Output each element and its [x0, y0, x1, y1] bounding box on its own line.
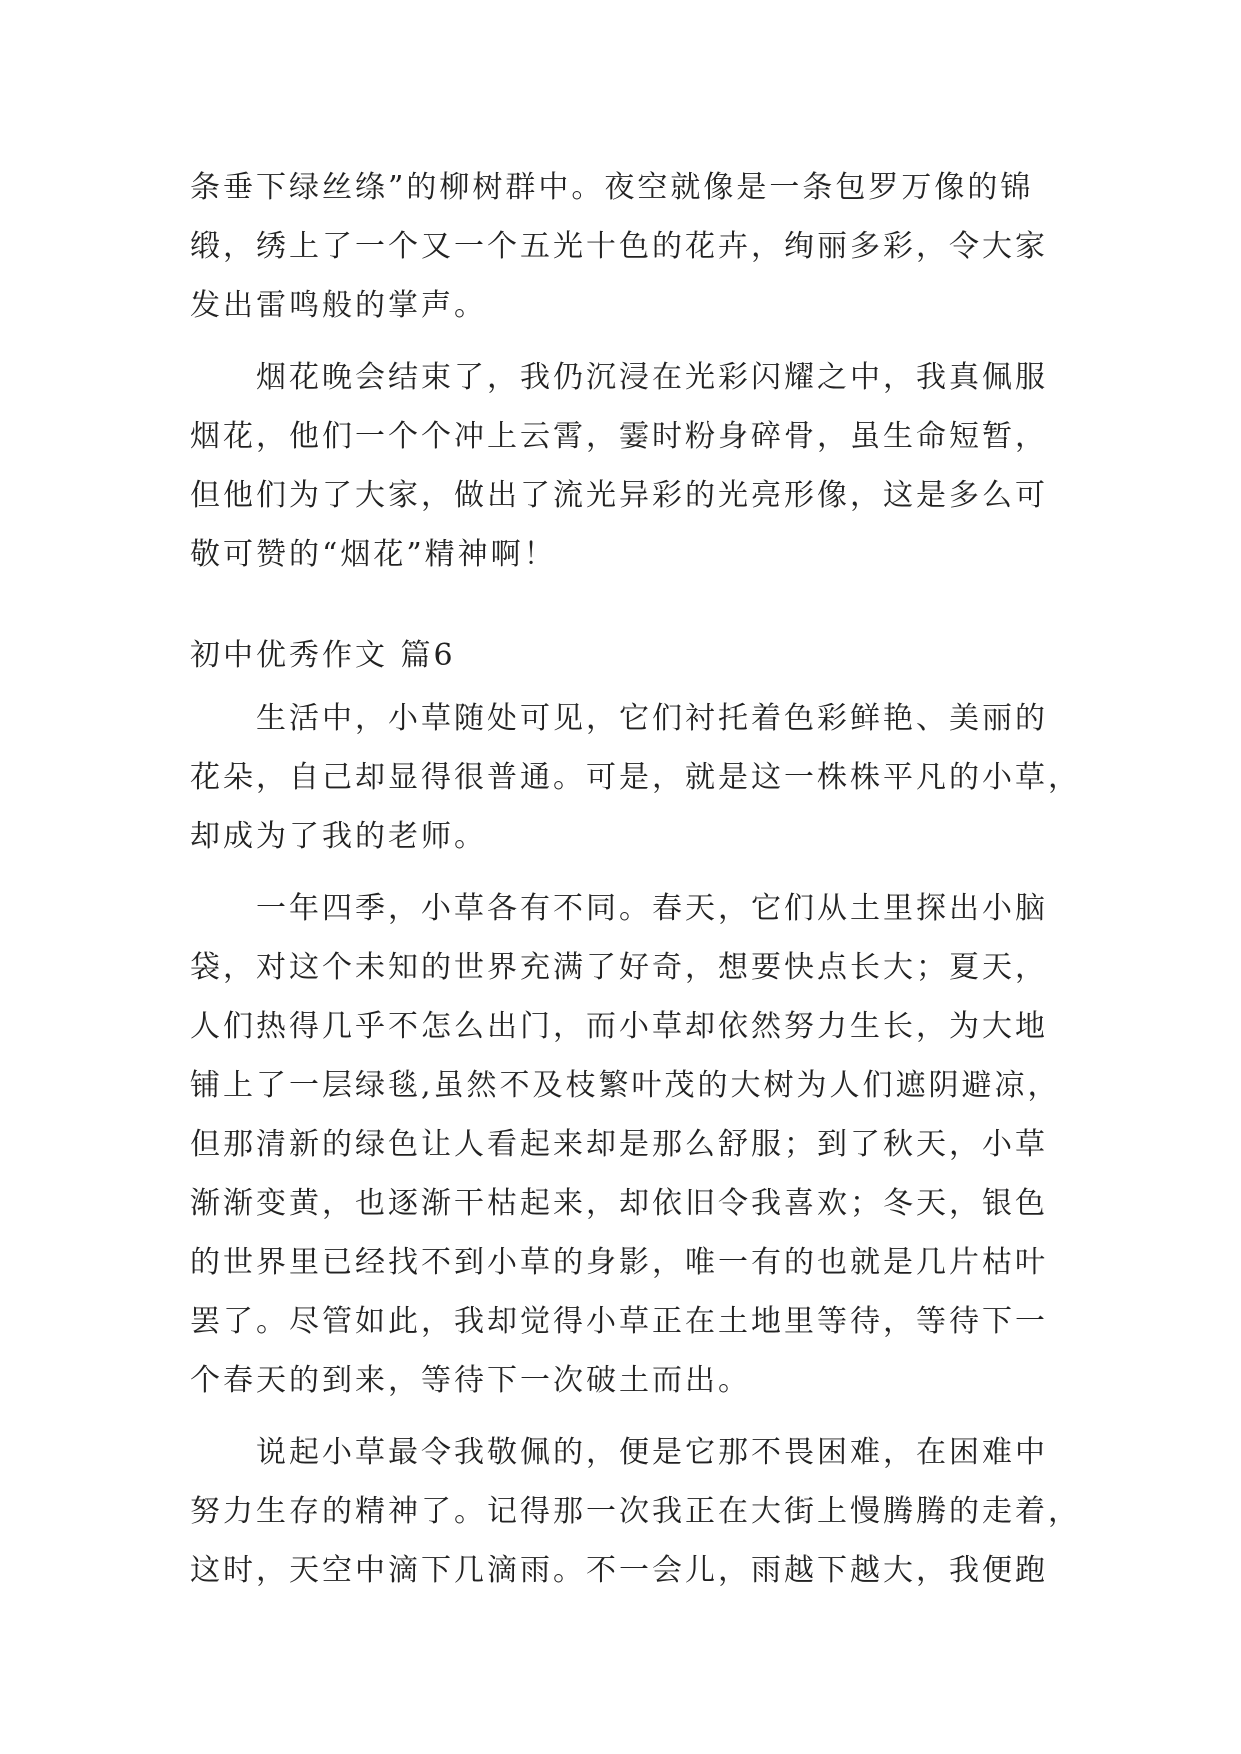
section-paragraph-1	[190, 689, 1081, 866]
text-line: 铺上了一层绿毯,虽然不及枝繁叶茂的大树为人们遮阴避凉，	[190, 1068, 1061, 1103]
text-line: 一年四季，小草各有不同。春天，它们从土里探出小脑	[256, 891, 1048, 926]
text-line: 生活中，小草随处可见，它们衬托着色彩鲜艳、美丽的	[256, 701, 1048, 736]
text-line: 烟花，他们一个个冲上云霄，霎时粉身碎骨，虽生命短暂，	[190, 419, 1048, 454]
text-line: 罢了。尽管如此，我却觉得小草正在土地里等待，等待下一	[190, 1304, 1048, 1339]
text-line: 烟花晚会结束了，我仍沉浸在光彩闪耀之中，我真佩服	[256, 360, 1048, 395]
section-paragraph-3	[190, 1423, 1081, 1600]
text-line: 这时，天空中滴下几滴雨。不一会儿，雨越下越大，我便跑	[190, 1553, 1048, 1588]
text-line: 的世界里已经找不到小草的身影，唯一有的也就是几片枯叶	[190, 1245, 1048, 1280]
text-line: 但那清新的绿色让人看起来却是那么舒服；到了秋天，小草	[190, 1127, 1048, 1162]
text-line: 缎，绣上了一个又一个五光十色的花卉，绚丽多彩，令大家	[190, 229, 1048, 264]
text-line: 发出雷鸣般的掌声。	[190, 288, 487, 323]
text-line: 花朵，自己却显得很普通。可是，就是这一株株平凡的小草，	[190, 760, 1081, 795]
text-line: 敬可赞的“烟花”精神啊！	[190, 537, 557, 572]
text-line: 条垂下绿丝绦”的柳树群中。夜空就像是一条包罗万像的锦	[190, 170, 1034, 205]
text-line: 人们热得几乎不怎么出门，而小草却依然努力生长，为大地	[190, 1009, 1048, 1044]
text-line: 渐渐变黄，也逐渐干枯起来，却依旧令我喜欢；冬天，银色	[190, 1186, 1048, 1221]
paragraph-continued	[190, 158, 1060, 335]
paragraph-ending	[190, 348, 1060, 584]
text-line: 努力生存的精神了。记得那一次我正在大街上慢腾腾的走着，	[190, 1494, 1081, 1529]
text-line: 但他们为了大家，做出了流光异彩的光亮形像，这是多么可	[190, 478, 1048, 513]
text-line: 个春天的到来，等待下一次破土而出。	[190, 1363, 751, 1398]
section-paragraph-2	[190, 879, 1060, 1410]
section-heading: 初中优秀作文 篇6	[190, 638, 456, 673]
text-line: 却成为了我的老师。	[190, 819, 487, 854]
text-line: 袋，对这个未知的世界充满了好奇，想要快点长大；夏天，	[190, 950, 1048, 985]
text-line: 说起小草最令我敬佩的，便是它那不畏困难，在困难中	[256, 1435, 1048, 1470]
document-body	[190, 158, 1081, 1613]
